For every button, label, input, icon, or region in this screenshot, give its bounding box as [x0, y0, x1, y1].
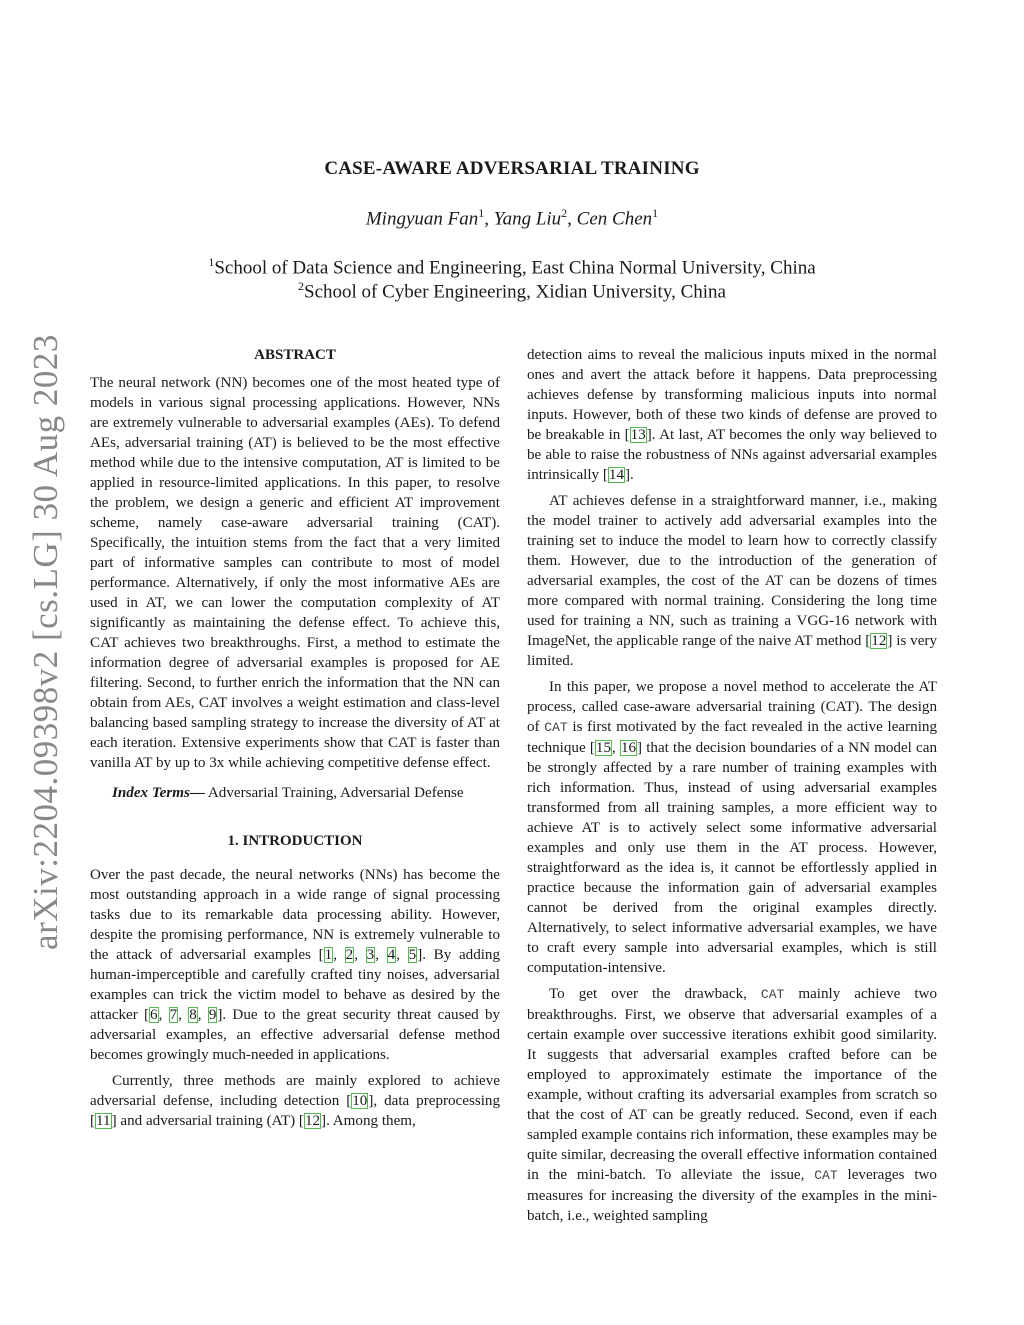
author-affiliation-mark: 1 [652, 206, 659, 220]
paragraph-text: ] and adversarial training (AT) [ [111, 1113, 304, 1129]
right-column [527, 345, 937, 1226]
arxiv-identifier-stamp: arXiv:2204.09398v2 [cs.LG] 30 Aug 2023 [26, 334, 65, 950]
index-terms-text: Adversarial Training, Adversarial Defense [204, 785, 464, 801]
method-name-code: CAT [544, 720, 568, 735]
index-terms-label: Index Terms— [112, 785, 205, 801]
citation-link[interactable]: 14 [608, 467, 624, 483]
paragraph-text: ]. [625, 467, 634, 483]
paragraph-text: Over the past decade, the neural networks (NNs) has become the most outstanding approach in a wide range of signal processing tasks due to its remarkable data processing ability. However, despite the promising performance, NN is extremely vulnerable to the attack of adversarial examples [ [90, 867, 500, 963]
body-paragraph: In this paper, we propose a novel method to accelerate the AT process, called case-aware adversarial training (CAT). The design of CAT is first motivated by the fact revealed in the active learning technique [15, 16] that the decision boundaries of a NN model can be strongly affected by a rare number of training examples with rich information. Thus, instead of using adversarial examples transformed from all training samples, a more efficient way to achieve AT is to actively select some informative adversarial examples and only use them in the AT process. However, straightforward as the idea is, it cannot be effortlessly applied in practice because the information gain of adversarial examples cannot be derived from the original examples directly. Alternatively, to select informative adversarial examples, we have to craft every sample into adversarial examples, which is still computation-intensive. [527, 679, 937, 976]
citation-link[interactable]: 7 [169, 1007, 178, 1023]
author-name: Yang Liu [493, 208, 562, 230]
paper-title: CASE-AWARE ADVERSARIAL TRAINING [324, 158, 700, 179]
body-paragraph [527, 491, 937, 671]
intro-paragraph: Over the past decade, the neural networks (NNs) has become the most outstanding approach in a wide range of signal processing tasks due to its remarkable data processing ability. However, despite the promising performance, NN is extremely vulnerable to the attack of adversarial examples [1, 2, 3, 4, 5]. By adding human-imperceptible and carefully crafted tiny noises, adversarial examples can trick the victim model to behave as desired by the attacker [6, 7, 8, 9]. Due to the great security threat caused by adversarial examples, an effective adversarial defense method becomes growingly much-needed in applications. [90, 867, 501, 1063]
abstract-heading: ABSTRACT [254, 347, 336, 363]
citation-link[interactable]: 13 [630, 427, 646, 443]
citation-link[interactable]: 3 [366, 947, 375, 963]
paragraph-text: ], data preprocessing [ [90, 1093, 500, 1129]
citation-link[interactable]: 5 [408, 947, 417, 963]
paragraph-text: AT achieves defense in a straightforward manner, i.e., making the model trainer to actively add adversarial examples into the training set to induce the model to learn how to correctly classify them. However, due to the introduction of the generation of adversarial examples, the cost of the AT can be dozens of times more compared with normal training. Considering the long time used for training a NN, such as training a VGG-16 network with ImageNet, the applicable range of the naive AT method [ [527, 493, 937, 649]
citation-link[interactable]: 11 [96, 1113, 111, 1129]
intro-paragraph [90, 1071, 500, 1131]
paragraph-text: ]. Due to the great security threat caused by adversarial examples, an effective adversarial defense method becomes growingly much-needed in applications. [90, 1007, 501, 1063]
body-paragraph [527, 984, 937, 1226]
paragraph-text: leverages two measures for increasing the diversity of the examples in the mini-batch, i.e., weighted sampling [527, 1167, 937, 1224]
paragraph-text: is first motivated by the fact revealed in the active learning technique [ [527, 719, 937, 756]
affiliation-mark: 2 [298, 279, 304, 293]
introduction-heading: 1. INTRODUCTION [227, 833, 363, 849]
left-column [90, 345, 500, 1131]
citation-link[interactable]: 9 [208, 1007, 217, 1023]
citation-link[interactable]: 16 [620, 740, 637, 756]
citation-link[interactable]: 4 [387, 947, 396, 963]
paragraph-text: ]. By adding human-imperceptible and carefully crafted tiny noises, adversarial examples can trick the victim model to behave as desired by the attacker [ [90, 947, 501, 1023]
citation-link[interactable]: 8 [189, 1007, 197, 1023]
citation-link[interactable]: 6 [150, 1007, 158, 1023]
author-name: Mingyuan Fan [365, 208, 479, 230]
citation-link[interactable]: 15 [595, 740, 611, 756]
paragraph-text: mainly achieve two breakthroughs. First, we observe that adversarial examples of a certain example over successive iterations exhibit good similarity. It suggests that adversarial examples crafted before can be employed to approximately estimate the importance of the example, without crafting its adversarial examples from scratch so that the cost of AT can be greatly reduced. Second, even if each sampled example contains rich information, these examples may be quite similar, decreasing the overall effective information contained in the mini-batch. To alleviate the issue, [527, 986, 938, 1183]
body-paragraph [527, 345, 937, 485]
author-affiliation-mark: 2 [561, 206, 568, 220]
author-list: Mingyuan Fan$^1$, Yang Liu$^2$, Cen Chen$^1$ [365, 206, 659, 230]
affiliation-line [0, 255, 1024, 279]
citation-link[interactable]: 1 [324, 947, 333, 963]
citation-link[interactable]: 2 [345, 947, 354, 963]
paragraph-text: ]. At last, AT becomes the only way believed to be able to raise the robustness of NNs against adversarial examples intrinsically [ [527, 427, 937, 483]
paragraph-text: ]. Among them, [321, 1113, 416, 1129]
paragraph-text: detection aims to reveal the malicious inputs mixed in the normal ones and avert the attack before it happens. Data preprocessing achieves defense by transforming malicious inputs into normal inputs. However, both of these two kinds of defense are proved to be breakable in [ [527, 347, 937, 443]
index-terms [90, 783, 500, 803]
paragraph-text: To get over the drawback, [549, 986, 761, 1002]
abstract-text: The neural network (NN) becomes one of the most heated type of models in various signal processing applications. However, NNs are extremely vulnerable to adversarial examples (AEs). To defend AEs, adversarial training (AT) is believed to be the most effective method while due to the intensive computation, AT is limited to be applied in resource-limited applications. In this paper, to resolve the problem, we design a generic and efficient AT improvement scheme, namely case-aware adversarial training (CAT). Specifically, the intuition stems from the fact that a very limited part of informative samples can contribute to most of model performance. Alternatively, if only the most informative AEs are used in AT, we can lower the computation complexity of AT significantly as maintaining the defense effect. To achieve this, CAT achieves two breakthroughs. First, a method to estimate the information degree of adversarial examples is proposed for AE filtering. Second, to further enrich the information that the NN can obtain from AEs, CAT involves a weight estimation and class-level balancing based sampling strategy to increase the diversity of AT at each iteration. Extensive experiments show that CAT is faster than vanilla AT by up to 3x while achieving competitive defense effect. [90, 375, 500, 771]
affiliation-text: School of Cyber Engineering, Xidian University, China [304, 281, 726, 303]
paragraph-text: Currently, three methods are mainly explored to achieve adversarial defense, including detection [ [90, 1073, 500, 1109]
citation-link[interactable]: 12 [304, 1113, 321, 1129]
citation-link[interactable]: 10 [352, 1093, 368, 1109]
author-affiliation-mark: 1 [478, 206, 485, 220]
paragraph-text: ] is very limited. [527, 633, 937, 669]
paragraph-text: In this paper, we propose a novel method to accelerate the AT process, called case-aware adversarial training (CAT). The design of [527, 679, 937, 735]
affiliation-mark: 1 [208, 255, 215, 269]
citation-link[interactable]: 12 [871, 633, 887, 649]
paragraph-text: ] that the decision boundaries of a NN model can be strongly affected by a rare number of training examples with rich information. Thus, instead of using adversarial examples transformed from all training samples, a more efficient way to achieve AT is to actively select some informative adversarial examples and only use them in the AT process. However, straightforward as the idea is, it cannot be effortlessly applied in practice because the information gain of adversarial examples cannot be derived from the original examples directly. Alternatively, to select informative adversarial examples, we have to craft every sample into adversarial examples, which is still computation-intensive. [527, 740, 937, 976]
method-name-code: CAT [760, 987, 785, 1002]
author-name: Cen Chen [576, 208, 653, 230]
affiliation-text: School of Data Science and Engineering, East China Normal University, China [214, 257, 816, 279]
method-name-code: CAT [814, 1168, 838, 1183]
affiliation-line [0, 279, 1024, 303]
